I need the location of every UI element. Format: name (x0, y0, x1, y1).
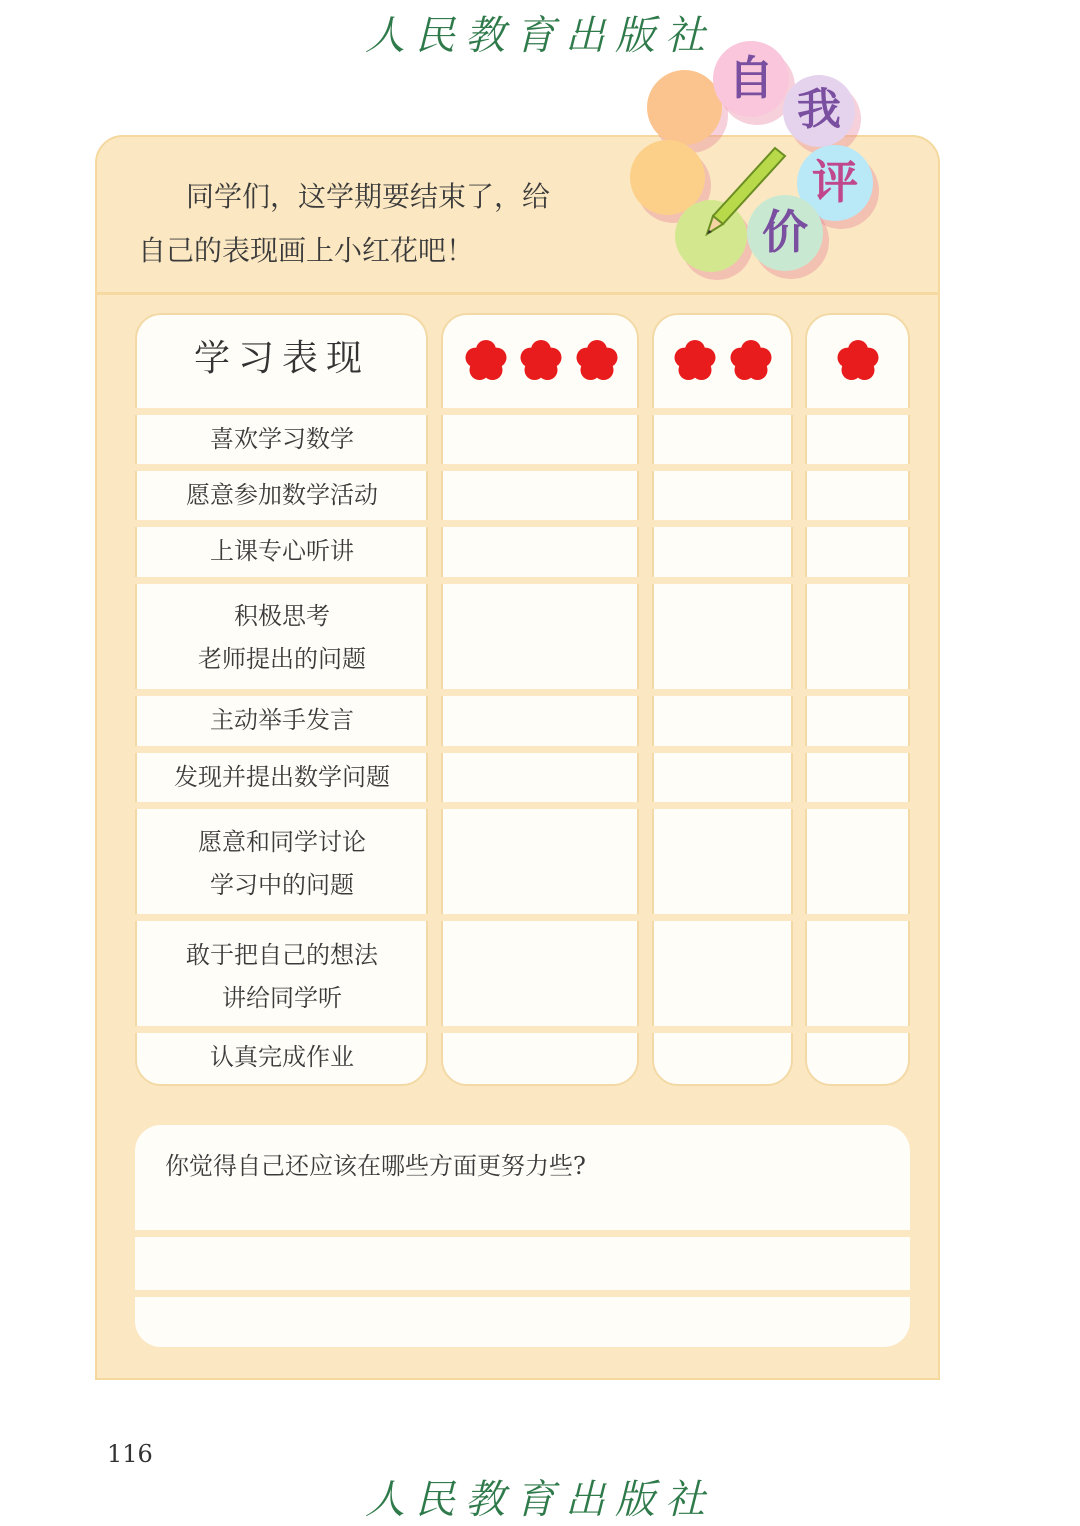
row-label: 认真完成作业 (210, 1043, 354, 1071)
row-divider (135, 520, 910, 527)
reflection-question: 你觉得自己还应该在哪些方面更努力些? (165, 1152, 586, 1180)
pencil-icon (695, 140, 795, 240)
row-label: 发现并提出数学问题 (174, 763, 390, 791)
row-divider (135, 1026, 910, 1033)
row-label: 积极思考 (234, 602, 330, 630)
row-label: 主动举手发言 (210, 706, 354, 734)
red-flower-icon (464, 339, 508, 383)
row-label: 敢于把自己的想法 (186, 941, 378, 969)
row-label: 上课专心听讲 (210, 537, 354, 565)
row-label: 愿意参加数学活动 (186, 481, 378, 509)
intro-text (138, 170, 618, 278)
red-flower-icon (836, 339, 880, 383)
orange-bubble (647, 70, 722, 145)
row-divider (135, 802, 910, 809)
red-flower-icon (729, 339, 773, 383)
page-number: 116 (107, 1440, 153, 1468)
answer-line (135, 1230, 910, 1237)
table-header-title: 学习表现 (193, 338, 370, 379)
red-flower-icon (673, 339, 717, 383)
panel-divider (95, 292, 940, 295)
row-label: 喜欢学习数学 (210, 425, 354, 453)
row-divider (135, 464, 910, 471)
badge-char-3: 评 (797, 145, 873, 221)
badge-char-4: 价 (747, 195, 823, 271)
red-flower-icon (519, 339, 563, 383)
red-flower-icon (575, 339, 619, 383)
column-two-flowers (652, 313, 793, 1086)
row-divider (135, 914, 910, 921)
intro-line-1: 同学们，这学期要结束了，给 (186, 180, 551, 213)
row-label-line-2: 讲给同学听 (222, 984, 342, 1012)
row-label: 愿意和同学讨论 (198, 828, 366, 856)
column-three-flowers (441, 313, 639, 1086)
column-one-flower (805, 313, 910, 1086)
publisher-watermark: 人民教育出版社 (365, 13, 715, 59)
row-divider (135, 408, 910, 415)
badge-char-2: 我 (783, 75, 855, 147)
self-evaluation-badge (625, 35, 895, 285)
row-divider (135, 746, 910, 753)
answer-line (135, 1290, 910, 1297)
row-divider (135, 689, 910, 696)
badge-char-1: 自 (713, 41, 789, 117)
row-label-line-2: 学习中的问题 (210, 871, 354, 899)
intro-line-2: 自己的表现画上小红花吧！ (138, 234, 475, 267)
row-label-line-2: 老师提出的问题 (198, 645, 366, 673)
row-divider (135, 577, 910, 584)
publisher-watermark: 人民教育出版社 (365, 1477, 715, 1523)
